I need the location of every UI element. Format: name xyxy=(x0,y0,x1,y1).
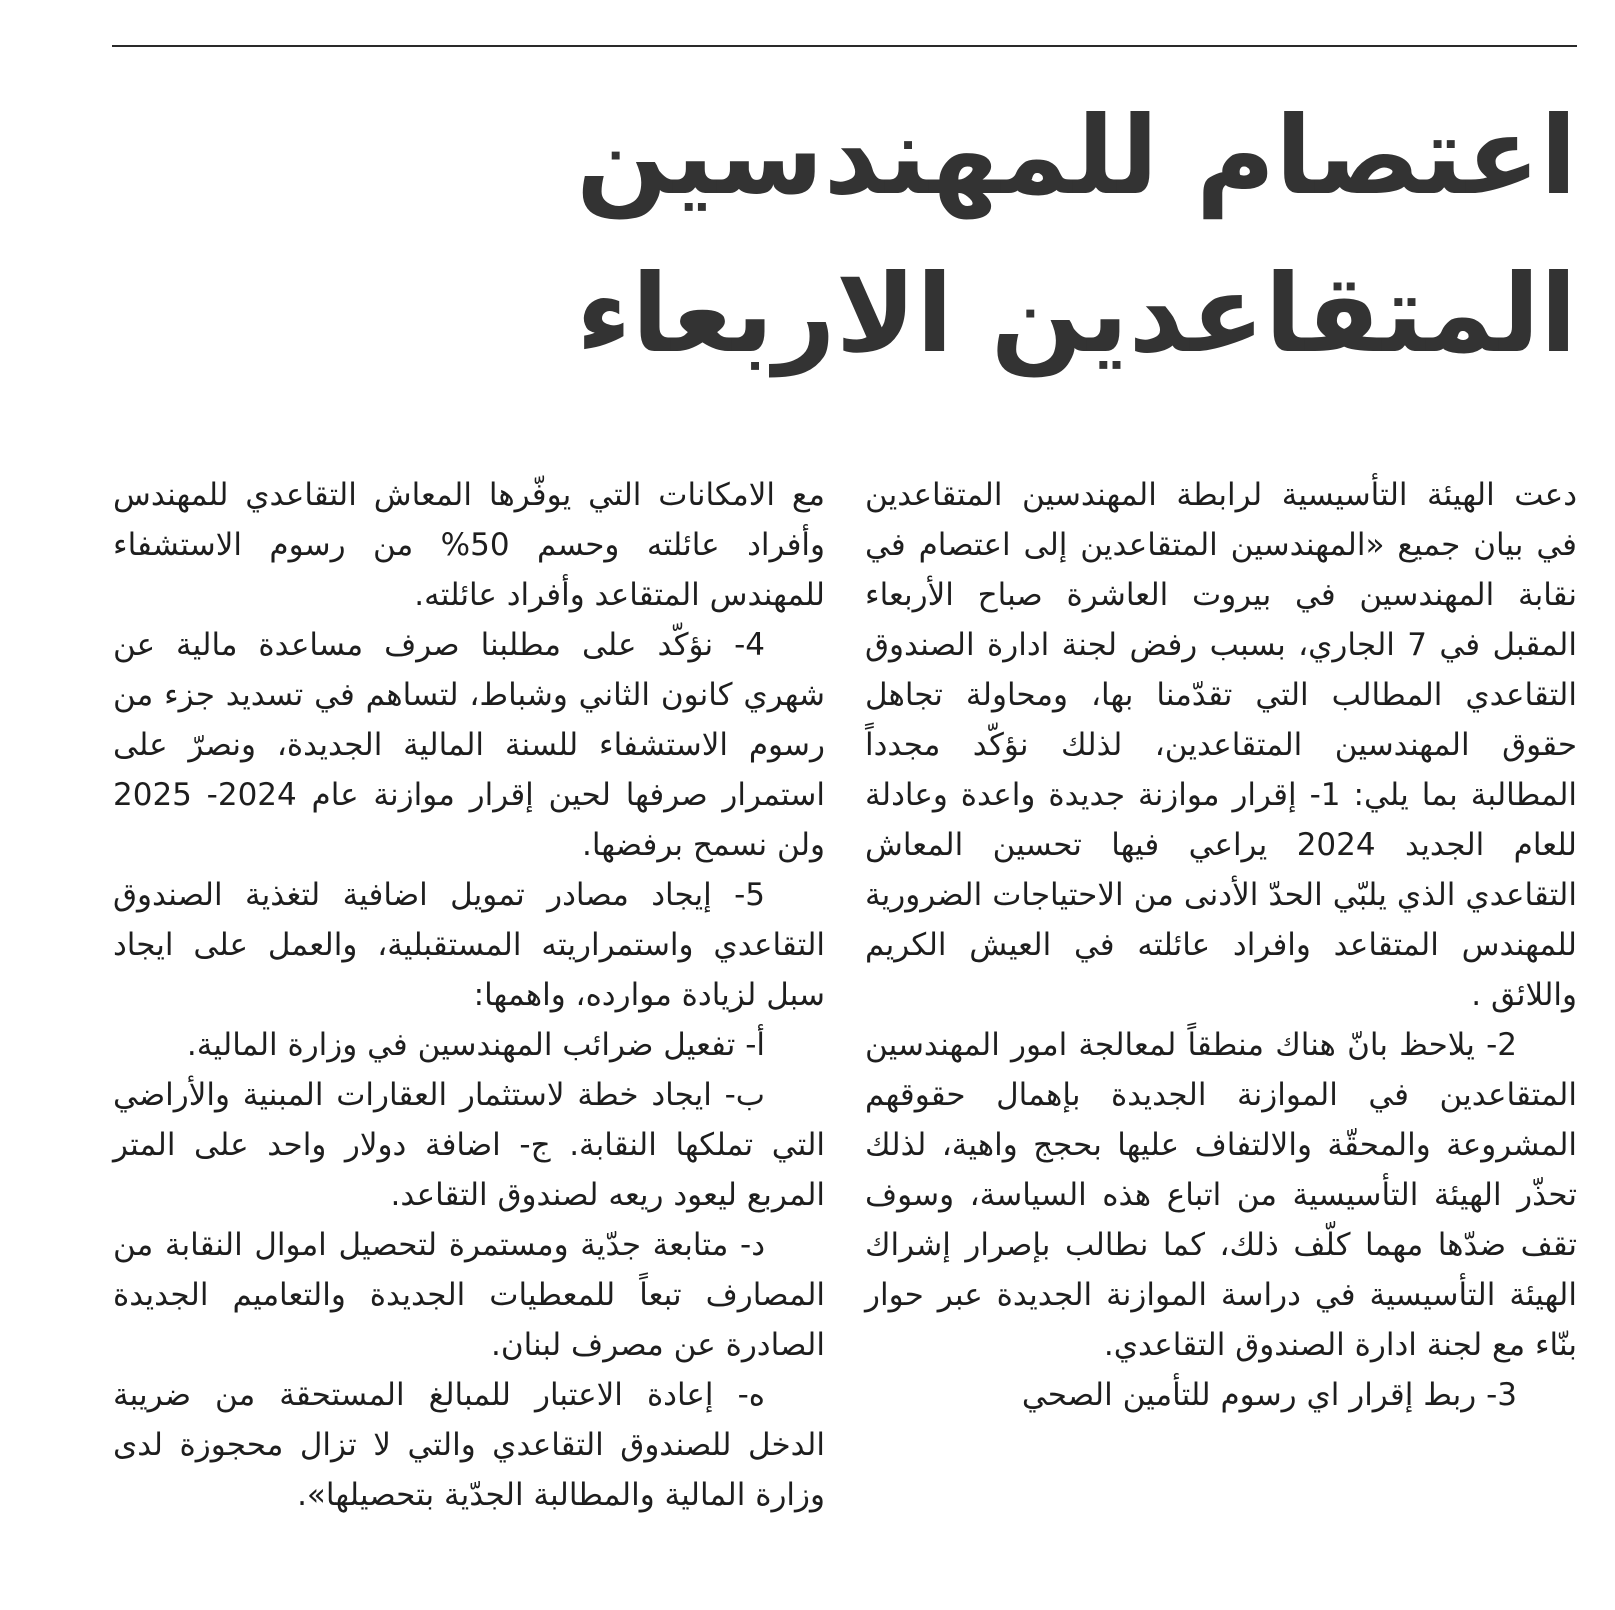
paragraph: د- متابعة جدّية ومستمرة لتحصيل اموال النقابة من المصارف تبعاً للمعطيات الجديدة والتعاميم الجديدة الصادرة عن مصرف لبنان. xyxy=(113,1227,825,1363)
top-rule xyxy=(112,45,1577,47)
paragraph: أ- تفعيل ضرائب المهندسين في وزارة المالية. xyxy=(186,1027,765,1063)
paragraph: 5- إيجاد مصادر تمويل اضافية لتغذية الصندوق التقاعدي واستمراريته المستقبلية، والعمل على ايجاد سبل لزيادة موارده، واهمها: xyxy=(113,877,825,1013)
paragraph: ب- ايجاد خطة لاستثمار العقارات المبنية والأراضي التي تملكها النقابة. ج- اضافة دولار واحد على المتر المربع ليعود ريعه لصندوق التقاعد. xyxy=(113,1077,825,1213)
paragraph: دعت الهيئة التأسيسية لرابطة المهندسين المتقاعدين في بيان جميع «المهندسين المتقاعدين إلى اعتصام في نقابة المهندسين في بيروت العاشرة صباح الأربعاء المقبل في 7 الجاري، بسبب رفض لجنة ادارة الصندوق التقاعدي المطالب التي تقدّمنا بها، ومحاولة تجاهل حقوق المهندسين المتقاعدين، لذلك نؤكّد مجدداً المطالبة بما يلي: 1- إقرار موازنة جديدة واعدة وعادلة للعام الجديد 2024 يراعي فيها تحسين المعاش التقاعدي الذي يلبّي الحدّ الأدنى من الاحتياجات الضرورية للمهندس المتقاعد وافراد عائلته في العيش الكريم واللائق . xyxy=(865,477,1577,1013)
paragraph: 2- يلاحظ بانّ هناك منطقاً لمعالجة امور المهندسين المتقاعدين في الموازنة الجديدة بإهمال حقوقهم المشروعة والمحقّة والالتفاف عليها بحجج واهية، لذلك تحذّر الهيئة التأسيسية من اتباع هذه السياسة، وسوف تقف ضدّها مهما كلّف ذلك، كما نطالب بإصرار إشراك الهيئة التأسيسية في دراسة الموازنة الجديدة عبر حوار بنّاء مع لجنة ادارة الصندوق التقاعدي. xyxy=(865,1027,1577,1363)
article-column-right xyxy=(865,470,1577,1570)
paragraph: ه- إعادة الاعتبار للمبالغ المستحقة من ضريبة الدخل للصندوق التقاعدي والتي لا تزال محجوزة لدى وزارة المالية والمطالبة الجدّية بتحصيلها». xyxy=(113,1377,825,1513)
headline: اعتصام للمهندسين المتقاعدين الاربعاء xyxy=(576,94,1577,377)
article-column-left xyxy=(113,470,825,1570)
paragraph: 3- ربط إقرار اي رسوم للتأمين الصحي xyxy=(1021,1377,1517,1413)
paragraph: مع الامكانات التي يوفّرها المعاش التقاعدي للمهندس وأفراد عائلته وحسم 50% من رسوم الاستشفاء للمهندس المتقاعد وأفراد عائلته. xyxy=(113,477,825,613)
paragraph: 4- نؤكّد على مطلبنا صرف مساعدة مالية عن شهري كانون الثاني وشباط، لتساهم في تسديد جزء من رسوم الاستشفاء للسنة المالية الجديدة، ونصرّ على استمرار صرفها لحين إقرار موازنة عام 2024- 2025 ولن نسمح برفضها. xyxy=(113,627,825,863)
